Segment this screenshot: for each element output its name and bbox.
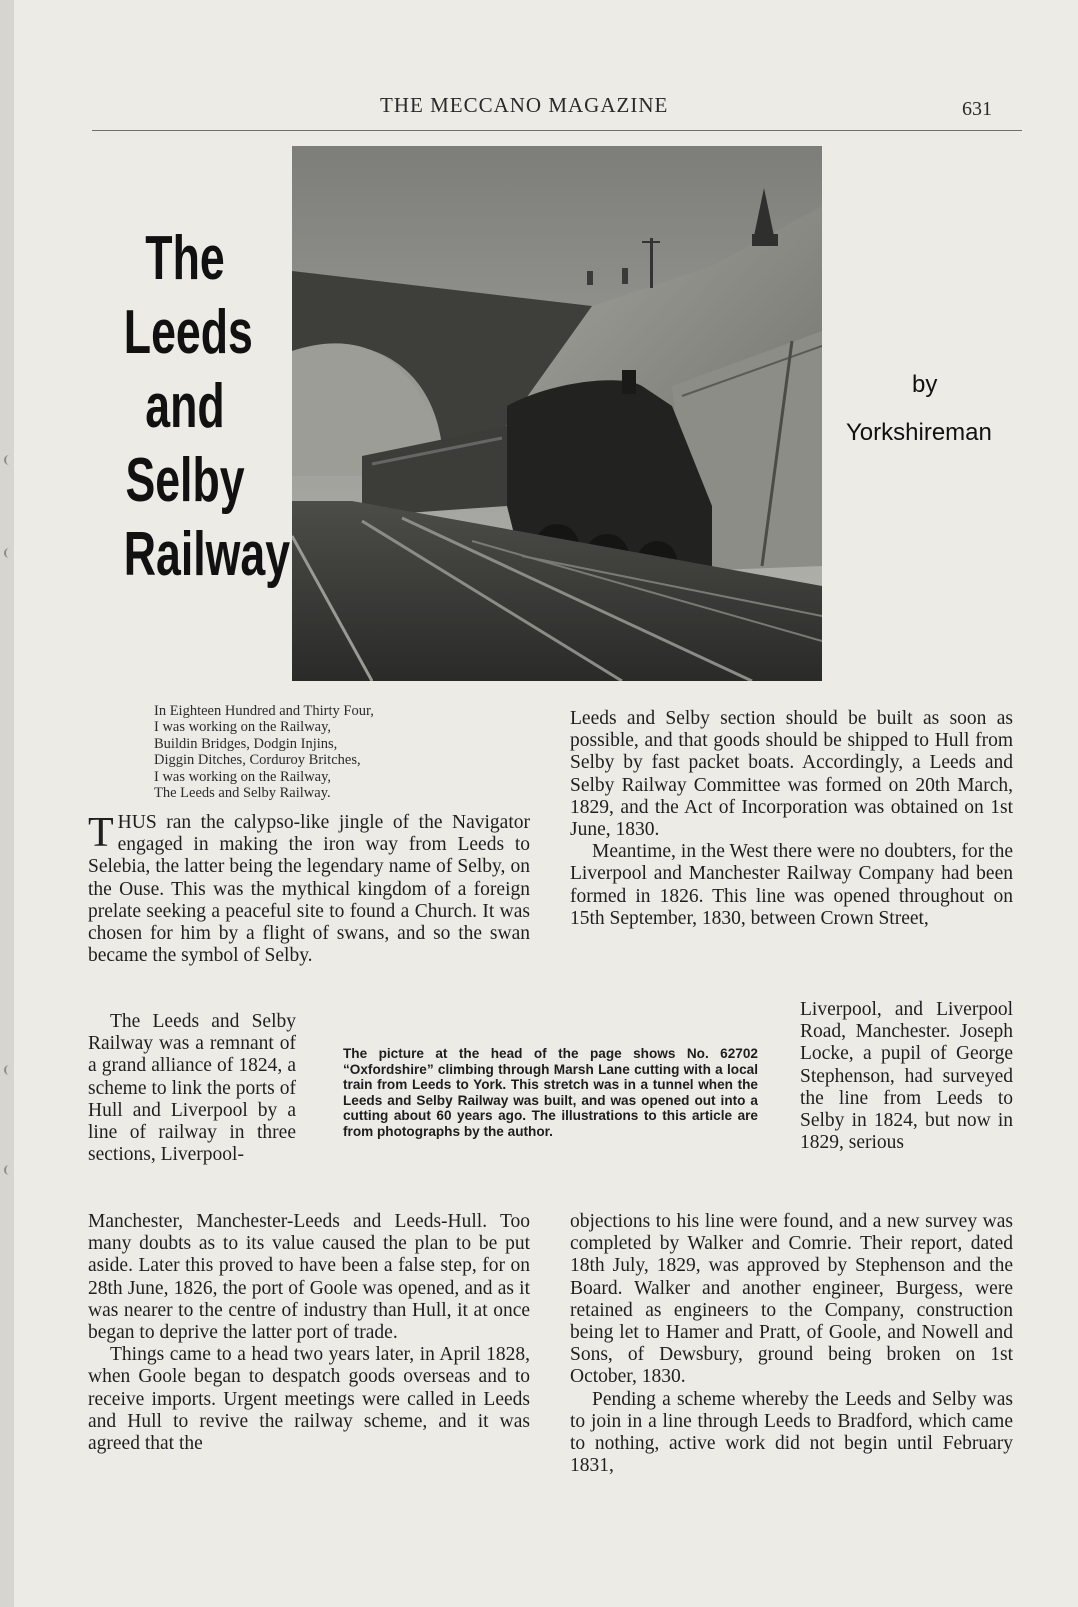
- page-number: 631: [962, 98, 992, 120]
- byline-by: by: [912, 371, 938, 398]
- body-column-1-bottom: [88, 1211, 530, 1455]
- paragraph: The Leeds and Selby Railway was a remnant of a grand alliance of 1824, a scheme to link the ports of Hull and Liverpool by a line of railway in three sections, Liverpool-: [88, 1011, 296, 1166]
- binding-mark: [4, 1065, 14, 1075]
- paragraph: Leeds and Selby section should be built as soon as possible, and that goods should be shipped to Hull from Selby by fast packet boats. Accordingly, a Leeds and Selby Railway Committee was formed on 20th March, 1829, and the Act of Incorporation was obtained on 1st June, 1830.: [570, 708, 1013, 841]
- verse-line: In Eighteen Hundred and Thirty Four,: [154, 703, 374, 719]
- verse-line: Buildin Bridges, Dodgin Injins,: [154, 735, 338, 752]
- train-photo-illustration: [292, 146, 822, 681]
- title-line: Leeds: [123, 298, 253, 367]
- masthead: THE MECCANO MAGAZINE: [380, 93, 669, 117]
- paragraph: Liverpool, and Liverpool Road, Manchester. Joseph Locke, a pupil of George Stephenson, had surveyed the line from Leeds to Selby in 1824, but now in 1829, serious: [800, 999, 1013, 1154]
- page-edge: [0, 0, 14, 1607]
- paragraph: Manchester, Manchester-Leeds and Leeds-Hull. Too many doubts as to its value caused the plan to be put aside. Later this proved to have been a false step, for on 28th June, 1826, the port of Goole was opened, and as it was nearer to the centre of industry than Hull, it at once began to deprive the latter port of trade.: [88, 1211, 530, 1344]
- body-column-1-narrow: [88, 1011, 296, 1166]
- paragraph-text: HUS ran the calypso-like jingle of the Navigator engaged in making the iron way from Leeds to Selebia, the latter being the legendary name of Selby, on the Ouse. This was the mythical kingdom of a foreign prelate seeking a peaceful site to found a Church. It was chosen for him by a flight of swans, and so the swan became the symbol of Selby.: [88, 812, 530, 967]
- body-column-2-top: [570, 708, 1013, 930]
- verse-line: I was working on the Railway,: [154, 719, 332, 736]
- paragraph: [88, 812, 530, 967]
- verse-line: I was working on the Railway,: [154, 768, 332, 785]
- binding-mark: [4, 1165, 14, 1175]
- verse-line: Diggin Ditches, Corduroy Britches,: [154, 752, 361, 769]
- photo-caption: The picture at the head of the page shows No. 62702 “Oxfordshire” climbing through Marsh Lane cutting with a local train from Leeds to York. This stretch was in a tunnel when the Leeds and Selby Railway was built, and was opened out into a cutting about 60 years ago. The illustrations to this article are from photographs by the author.: [343, 1046, 758, 1139]
- body-column-2-bottom: [570, 1211, 1013, 1477]
- paragraph: Meantime, in the West there were no doubters, for the Liverpool and Manchester Railway Company had been formed in 1826. This line was opened throughout on 15th September, 1830, between Crown Street,: [570, 841, 1013, 929]
- railway-verse: [154, 703, 534, 801]
- binding-mark: [4, 548, 14, 558]
- train-photo: [292, 146, 822, 681]
- drop-cap: T: [88, 810, 114, 856]
- byline-author: Yorkshireman: [846, 419, 992, 446]
- title-line: and: [145, 372, 225, 441]
- body-column-2-narrow: [800, 999, 1013, 1154]
- header-rule: [92, 130, 1022, 131]
- body-column-1-top: [88, 812, 530, 967]
- title-line: The: [145, 224, 225, 293]
- binding-mark: [4, 455, 14, 465]
- verse-line: The Leeds and Selby Railway.: [154, 785, 331, 802]
- paragraph: Things came to a head two years later, in April 1828, when Goole began to despatch goods overseas and to receive imports. Urgent meetings were called in Leeds and Hull to revive the railway scheme, and it was agreed that the: [88, 1344, 530, 1455]
- paragraph: Pending a scheme whereby the Leeds and Selby was to join in a line through Leeds to Bradford, which came to nothing, active work did not begin until February 1831,: [570, 1388, 1013, 1477]
- title-line: Selby: [125, 446, 245, 515]
- article-title: [123, 222, 291, 592]
- paragraph: objections to his line were found, and a new survey was completed by Walker and Comrie. Their report, dated 18th July, 1829, was approved by Stephenson and the Board. Walker and another engineer, Burgess, were retained as engineers to the Company, construction being let to Hamer and Pratt, of Goole, and Nowell and Sons, of Dewsbury, ground being broken on 1st October, 1830.: [570, 1211, 1013, 1388]
- title-line: Railway: [123, 520, 291, 589]
